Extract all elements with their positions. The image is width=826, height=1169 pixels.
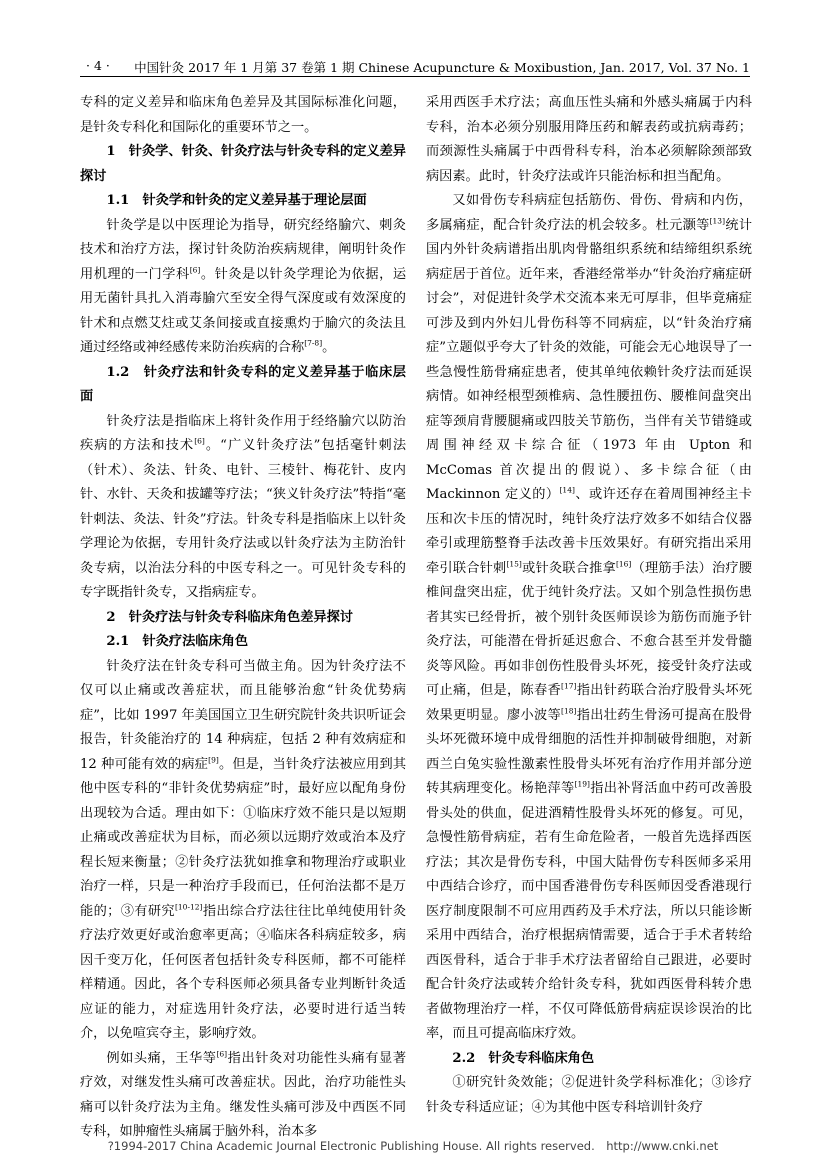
- citation: [18]: [561, 706, 577, 716]
- citation: [15]: [506, 559, 522, 569]
- paragraph: 又如骨伤专科病症包括筋伤、骨伤、骨病和内伤，多属痛症，配合针灸疗法的机会较多。杜元灏等[13]统计国内外针灸病谱指出肌肉骨骼组织系统和结缔组织系统病症居于首位。近年来，香港经常举办“针灸治疗痛症研讨会”，对促进针灸学术交流本来无可厚非，但毕竟痛症可涉及到内外妇儿骨伤科等不同病症，以“针灸治疗痛症”立题似乎夸大了针灸的效能，可能会无心地误导了一些急慢性筋骨痛症患者，使其单纯依赖针灸疗法而延误病情。如神经根型颈椎病、急性腰扭伤、腰椎间盘突出症等颈肩背腰腿痛或四肢关节筋伤，当伴有关节错缝或周围神经双卡综合征（1973 年由 Upton 和 McComas 首次提出的假说）、多卡综合征（由 Mackinnon 定义的）[14]、或许还存在着周围神经主卡压和次卡压的情况时，纯针灸疗法疗效多不如结合仪器牵引或理筋整脊手法改善卡压效果好。有研究指出采用牵引联合针刺[15]或针灸联合推拿[16]（理筋手法）治疗腰椎间盘突出症，优于纯针灸疗法。又如个别急性损伤患者其实已经骨折，被个别针灸医师误诊为筋伤而施予针灸疗法，可能潜在骨折延迟愈合、不愈合甚至并发骨髓炎等风险。再如非创伤性股骨头坏死，接受针灸疗法或可止痛，但是，陈春香[17]指出针药联合治疗股骨头坏死效果更明显。廖小波等[18]指出壮药生骨汤可提高在股骨头坏死微环境中成骨细胞的活性并抑制破骨细胞，对新西兰白兔实验性激素性股骨头坏死有治疗作用并部分逆转其病理变化。杨艳萍等[19]指出补肾活血中药可改善股骨头处的供血，促进酒精性股骨头坏死的修复。可见，急慢性筋骨病症，若有生命危险者，一般首先选择西医疗法；其次是骨伤专科，中国大陆骨伤专科医师多采用中西结合诊疗，而中国香港骨伤专科医师因受香港现行医疗制度限制不可应用西药及手术疗法，所以只能诊断采用中西结合，治疗根据病情需要，适合于手术者转给西医骨科，适合于非手术疗法者留给自己跟进，必要时配合针灸疗法或转介给针灸专科，犹如西医骨科转介患者做物理治疗一样，不仅可降低筋骨病症误诊误治的比率，而且可提高临床疗效。: [426, 193, 753, 1041]
- paragraph: ①研究针灸效能；②促进针灸学科标准化；③诊疗针灸专科适应证；④为其他中医专科培训针灸疗: [426, 1075, 752, 1115]
- citation: [6]: [194, 436, 205, 446]
- paragraph: 采用西医手术疗法；高血压性头痛和外感头痛属于内科专科，治本必须分别服用降压药和解表药或抗病毒药；而颈源性头痛属于中西骨科专科，治本必须解除颈部致病因素。此时，针灸疗法或许只能治标和担当配角。: [426, 95, 752, 184]
- section-heading-2: 2 针灸疗法与针灸专科临床角色差异探讨: [106, 609, 353, 625]
- paragraph: 针灸疗法在针灸专科可当做主角。因为针灸疗法不仅可以止痛或改善症状，而且能够治愈“针灸优势病症”，比如 1997 年美国国立卫生研究院针灸共识听证会报告，针灸能治疗的 14 种病症，包括 2 种有效病症和 12 种可能有效的病症[9]。但是，当针灸疗法被应用到其他中医专科的“非针灸优势病症”时，最好应以配角身份出现较为合适。理由如下：①临床疗效不能只是以短期止痛或改善症状为目标，而必须以远期疗效或治本及疗程长短来衡量；②针灸疗法犹如推拿和物理治疗或职业治疗一样，只是一种治疗手段而已，任何治法都不是万能的；③有研究[10-12]指出综合疗法往往比单纯使用针灸疗法疗效更好或治愈率更高；④临床各科病症较多，病因千变万化，任何医者包括针灸专科医师，都不可能样样精通。因此，各个专科医师必须具备专业判断针灸适应证的能力，对症选用针灸疗法，必要时进行适当转介，以免喧宾夺主，影响疗效。: [80, 658, 407, 1041]
- section-heading-1: 1 针灸学、针灸、针灸疗法与针灸专科的定义差异探讨: [80, 144, 406, 184]
- paragraph: 专科的定义差异和临床角色差异及其国际标准化问题，是针灸专科化和国际化的重要环节之一。: [80, 95, 406, 135]
- copyright-footer: ?1994-2017 China Academic Journal Electronic Publishing House. All rights reserved. http://www.cnki.net: [107, 1139, 719, 1153]
- citation: [9]: [208, 755, 219, 765]
- subsection-heading-1-2: 1.2 针灸疗法和针灸专科的定义差异基于临床层面: [80, 364, 406, 404]
- subsection-heading-1-1: 1.1 针灸学和针灸的定义差异基于理论层面: [106, 193, 367, 208]
- citation: [6]: [189, 265, 201, 275]
- paragraph: 例如头痛，王华等[6]指出针灸对功能性头痛有显著疗效，对继发性头痛可改善症状。因此，治疗功能性头痛可以针灸疗法为主角。继发性头痛可涉及中西医不同专科，如肿瘤性头痛属于脑外科，治本多: [80, 1049, 407, 1139]
- journal-citation: 中国针灸 2017 年 1 月第 37 卷第 1 期 Chinese Acupuncture & Moxibustion, Jan. 2017, Vol. 37 No. 1: [134, 60, 750, 75]
- citation: [17]: [561, 681, 577, 691]
- left-column: [80, 91, 406, 1145]
- paragraph: 针灸学是以中医理论为指导，研究经络腧穴、刺灸技术和治疗方法，探讨针灸防治疾病规律，阐明针灸作用机理的一门学科[6]。针灸是以针灸学理论为依据，运用无菌针具扎入消毒腧穴至安全得气深度或有效深度的针术和点燃艾炷或艾条间接或直接熏灼于腧穴的灸法且通过经络或神经感传来防治疾病的合称[7-8]。: [80, 217, 407, 355]
- paragraph: 针灸疗法是指临床上将针灸作用于经络腧穴以防治疾病的方法和技术[6]。“广义针灸疗法”包括毫针刺法（针术）、灸法、针灸、电针、三棱针、梅花针、皮内针、水针、天灸和拔罐等疗法；“狭义针灸疗法”特指“毫针刺法、灸法、针灸”疗法。针灸专科是指临床上以针灸学理论为依据，专用针灸疗法或以针灸疗法为主防治针灸专病，以治法分科的中医专科之一。可见针灸专科的专字既指针灸专，又指病症专。: [80, 413, 407, 600]
- citation: [13]: [709, 216, 725, 226]
- citation: [14]: [559, 485, 575, 495]
- citation: [10-12]: [174, 902, 203, 912]
- header-rule: [80, 76, 750, 77]
- citation: [16]: [615, 559, 632, 569]
- citation: [6]: [216, 1049, 228, 1059]
- subsection-heading-2-1: 2.1 针灸疗法临床角色: [106, 634, 249, 649]
- citation: [19]: [574, 779, 590, 789]
- citation: [7-8]: [304, 338, 323, 348]
- right-column: [426, 91, 752, 1120]
- subsection-heading-2-2: 2.2 针灸专科临床角色: [452, 1050, 595, 1066]
- running-header: [80, 44, 750, 75]
- page-number: · 4 ·: [86, 58, 110, 73]
